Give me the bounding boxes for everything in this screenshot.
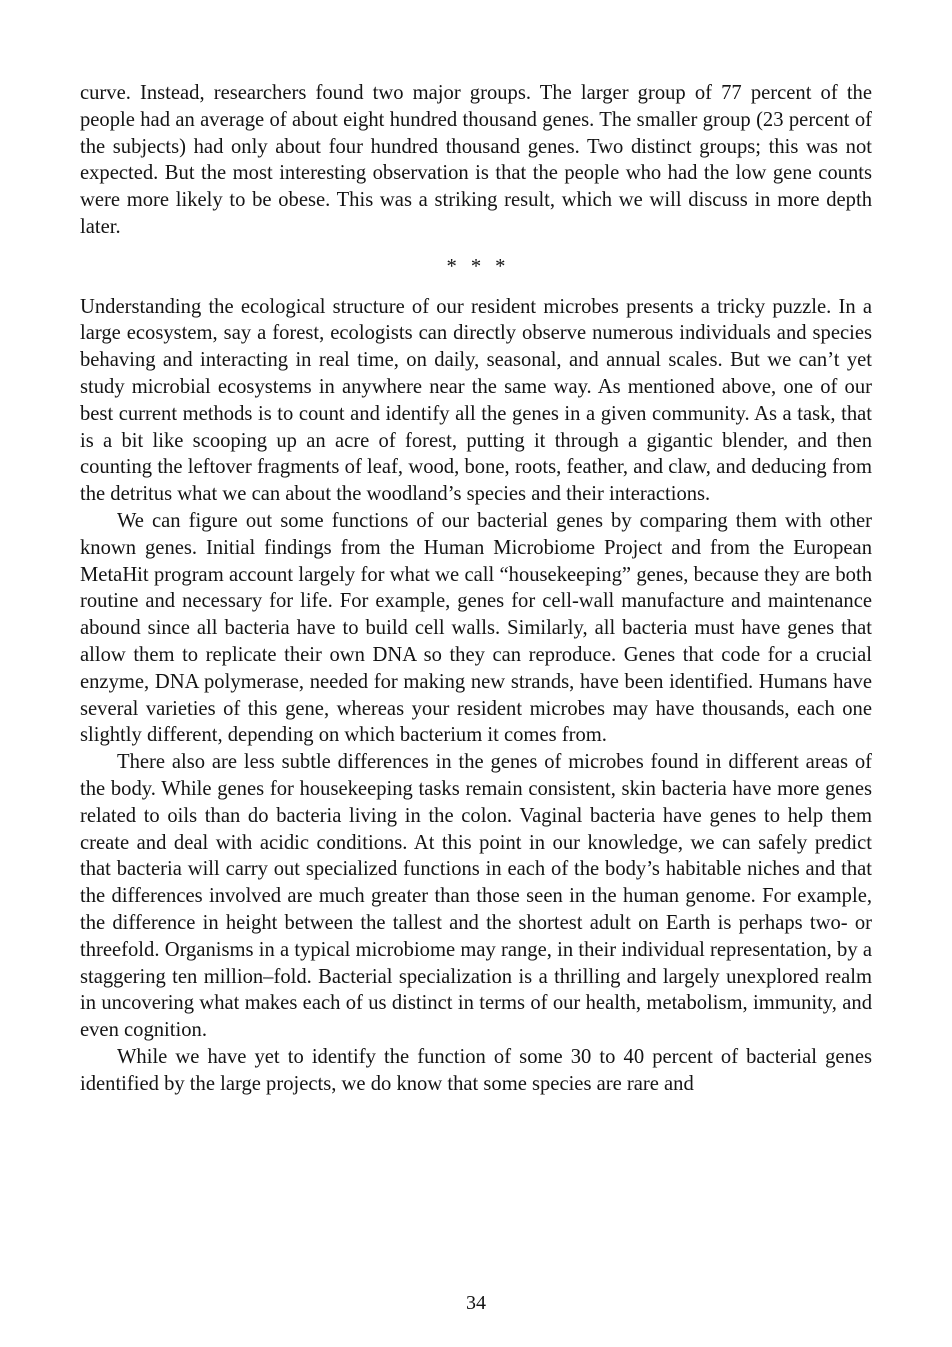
paragraph-ecological-structure: Understanding the ecological structure of our resident microbes presents a tricky puzzle. In a large ecosystem, say a forest, ecologists can directly observe numerous individuals and species behaving and interacting in real time, on daily, seasonal, and annual scales. But we can’t yet study microbial ecosystems in anywhere near the same way. As mentioned above, one of our best current methods is to count and identify all the genes in a given community. As a task, that is a bit like scooping up an acre of forest, putting it through a gigantic blender, and then counting the leftover fragments of leaf, wood, bone, roots, feather, and claw, and deducing from the detritus what we can about the woodland’s species and their interactions. — [80, 295, 872, 506]
page-number: 34 — [466, 1292, 486, 1314]
separator-asterisk: * — [495, 255, 506, 278]
paragraph-continuation: curve. Instead, researchers found two major groups. The larger group of 77 percent of the people had an average of about eight hundred thousand genes. The smaller group (23 percent of the subjects) had only about four hundred thousand genes. Two distinct groups; this was not expected. But the most interesting observation is that the people who had the low gene counts were more likely to be obese. This was a striking result, which we will discuss in more depth later. — [80, 82, 872, 238]
paragraph-unidentified-genes: While we have yet to identify the function of some 30 to 40 percent of bacterial genes identified by the large projects, we do know that some species are rare and — [80, 1045, 872, 1095]
page-body — [80, 80, 872, 1097]
section-separator — [80, 241, 872, 294]
paragraph-bacterial-functions: We can figure out some functions of our bacterial genes by comparing them with other known genes. Initial findings from the Human Microbiome Project and from the European MetaHit program account largely for what we call “housekeeping” genes, because they are both routine and necessary for life. For example, genes for cell-wall manufacture and maintenance abound since all bacteria have to build cell walls. Similarly, all bacteria must have genes that allow them to replicate their own DNA so they can reproduce. Genes that code for a crucial enzyme, DNA polymerase, needed for making new strands, have been identified. Humans have several varieties of this gene, whereas your resident microbes may have thousands, each one slightly different, depending on which bacterium it comes from. — [80, 509, 872, 747]
separator-asterisk: * — [470, 255, 482, 278]
paragraph-gene-differences: There also are less subtle differences in the genes of microbes found in different areas of the body. While genes for housekeeping tasks remain consistent, skin bacteria have more genes related to oils than do bacteria living in the colon. Vaginal bacteria have genes to help them create and deal with acidic conditions. At this point in our knowledge, we can safely predict that bacteria will carry out specialized functions in each of the body’s habitable niches and that the differences involved are much greater than those seen in the human genome. For example, the difference in height between the tallest and the shortest adult on Earth is perhaps two- or threefold. Organisms in a typical microbiome may range, in their individual representation, by a staggering ten million–fold. Bacterial specialization is a thrilling and largely unexplored realm in uncovering what makes each of us distinct in terms of our health, metabolism, immunity, and even cognition. — [80, 751, 872, 1042]
separator-asterisk: * — [446, 255, 457, 278]
